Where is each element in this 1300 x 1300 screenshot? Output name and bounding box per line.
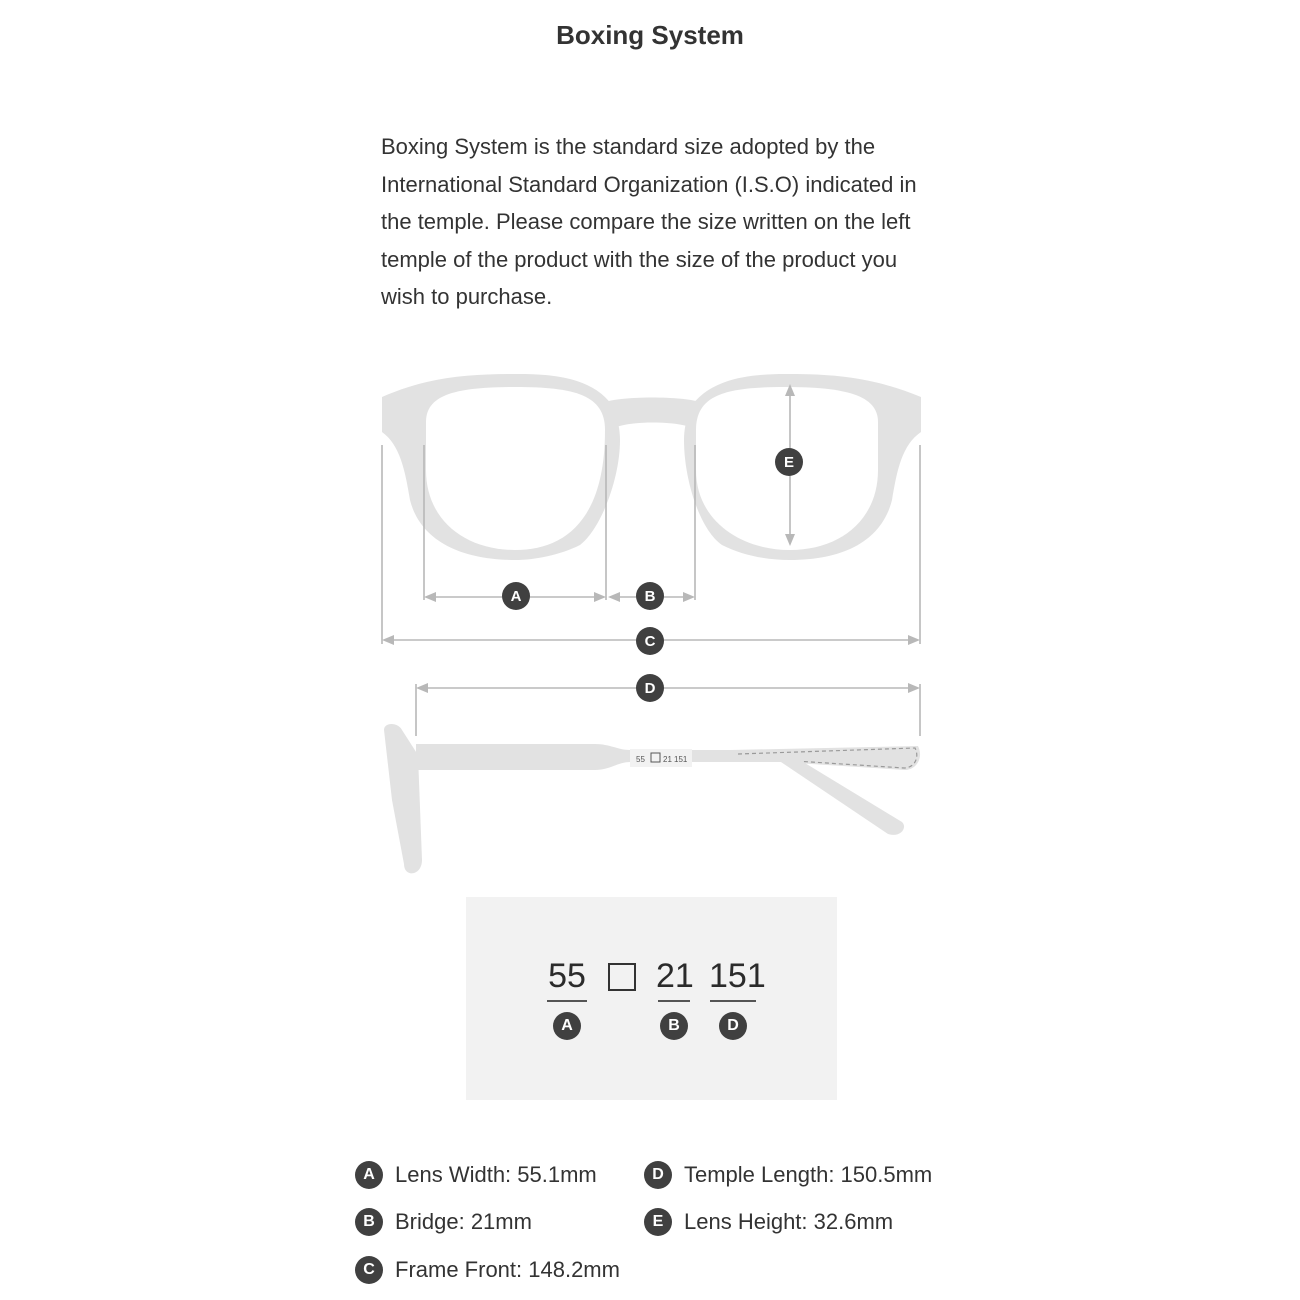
size-badge-a: A xyxy=(553,1012,581,1040)
size-badge-d: D xyxy=(719,1012,747,1040)
legend-badge-c: C xyxy=(355,1256,383,1284)
dimension-d-label: D xyxy=(644,680,656,697)
dimension-b-label: B xyxy=(644,588,656,605)
legend-badge-b: B xyxy=(355,1208,383,1236)
legend-item-temple-length xyxy=(644,1160,932,1190)
legend-item-bridge xyxy=(355,1207,532,1237)
size-bridge-underline xyxy=(658,1000,690,1002)
legend-badge-e: E xyxy=(644,1208,672,1236)
size-code-box xyxy=(466,897,837,1100)
temple-marking-temple: 151 xyxy=(674,755,688,764)
legend-item-frame-front xyxy=(355,1255,620,1285)
frame-front xyxy=(382,374,921,560)
legend-item-lens-height xyxy=(644,1207,893,1237)
legend-text-lens-width: Lens Width: 55.1mm xyxy=(395,1162,597,1187)
legend-badge-a: A xyxy=(355,1161,383,1189)
temple-marking-bridge: 21 xyxy=(663,755,672,764)
size-lens-width: 55 xyxy=(548,957,586,995)
dimension-e-label: E xyxy=(783,454,795,471)
legend-text-lens-height: Lens Height: 32.6mm xyxy=(684,1209,894,1234)
dimension-c-label: C xyxy=(644,633,656,650)
legend-badge-d: D xyxy=(644,1161,672,1189)
temple-marking-lens: 55 xyxy=(636,755,645,764)
temple-side-view xyxy=(384,724,920,873)
legend-text-temple-length: Temple Length: 150.5mm xyxy=(684,1162,933,1187)
intro-paragraph: Boxing System is the standard size adopted by the International Standard Organization (I.S.O) indicated in the temple. Please compare the size written on the left temple of the product with the size of the product you wish to purchase. xyxy=(381,134,917,309)
legend-item-lens-width xyxy=(355,1160,597,1190)
page-title: Boxing System xyxy=(556,20,744,50)
size-lens-width-underline xyxy=(547,1000,587,1002)
size-temple-length-underline xyxy=(710,1000,756,1002)
legend-text-bridge: Bridge: 21mm xyxy=(395,1209,532,1234)
size-temple-length: 151 xyxy=(709,957,766,995)
dimension-a-label: A xyxy=(510,588,522,605)
size-badge-b: B xyxy=(660,1012,688,1040)
square-icon xyxy=(608,963,636,991)
legend-text-frame-front: Frame Front: 148.2mm xyxy=(395,1257,620,1282)
dimension-d xyxy=(416,674,920,736)
dimension-b xyxy=(608,445,695,610)
size-bridge: 21 xyxy=(656,957,694,995)
